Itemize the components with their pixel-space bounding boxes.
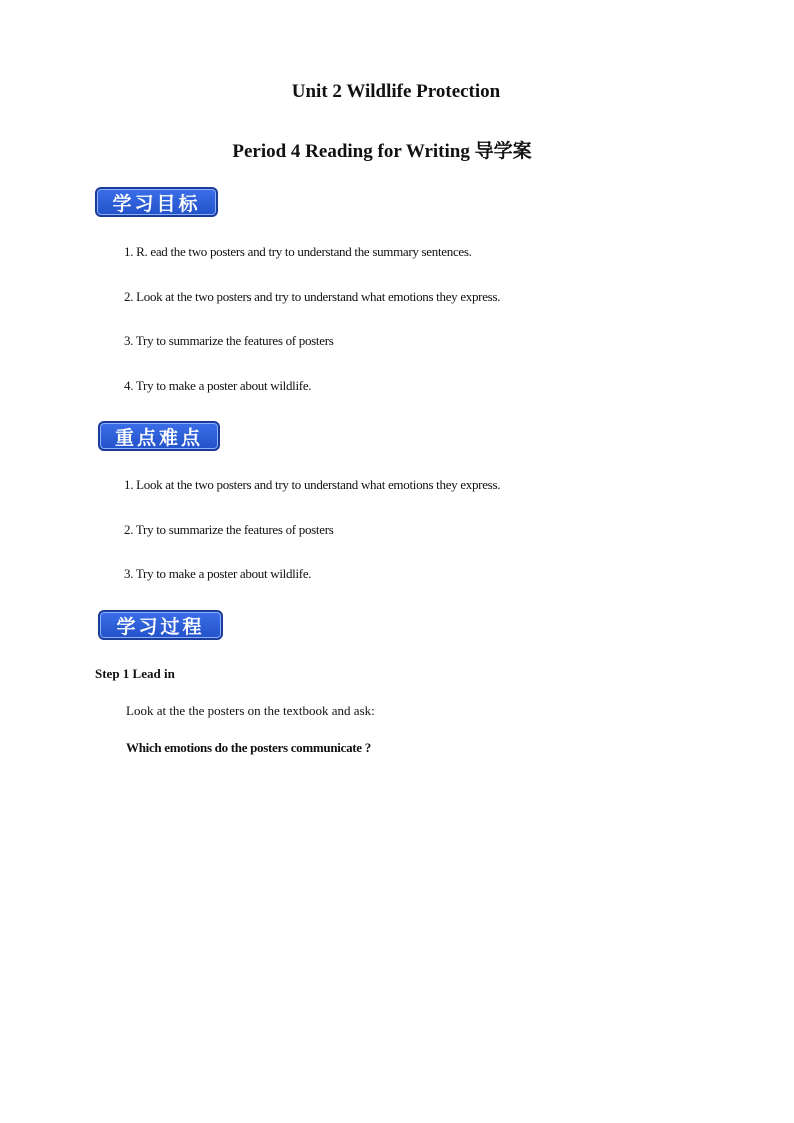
objective-item: 3. Try to summarize the features of posters	[124, 333, 334, 348]
step-question: Which emotions do the posters communicate ?	[126, 740, 371, 755]
document-title: Unit 2 Wildlife Protection	[291, 81, 501, 102]
key-point-item: 2. Try to summarize the features of posters	[124, 522, 334, 537]
document-subtitle: Period 4 Reading for Writing 导学案	[232, 141, 532, 162]
objective-item: 4. Try to make a poster about wildlife.	[124, 378, 312, 393]
step-title: Step 1 Lead in	[95, 666, 175, 681]
objective-item: 1. R. ead the two posters and try to understand the summary sentences.	[124, 244, 472, 259]
section-badge-key-points: 重点难点	[98, 421, 220, 451]
key-point-item: 1. Look at the two posters and try to understand what emotions they express.	[124, 477, 501, 492]
key-point-item: 3. Try to make a poster about wildlife.	[124, 566, 312, 581]
step-instruction: Look at the the posters on the textbook and ask:	[126, 703, 375, 718]
objective-item: 2. Look at the two posters and try to understand what emotions they express.	[124, 289, 501, 304]
section-badge-process: 学习过程	[98, 610, 223, 640]
section-badge-objectives: 学习目标	[95, 187, 218, 217]
